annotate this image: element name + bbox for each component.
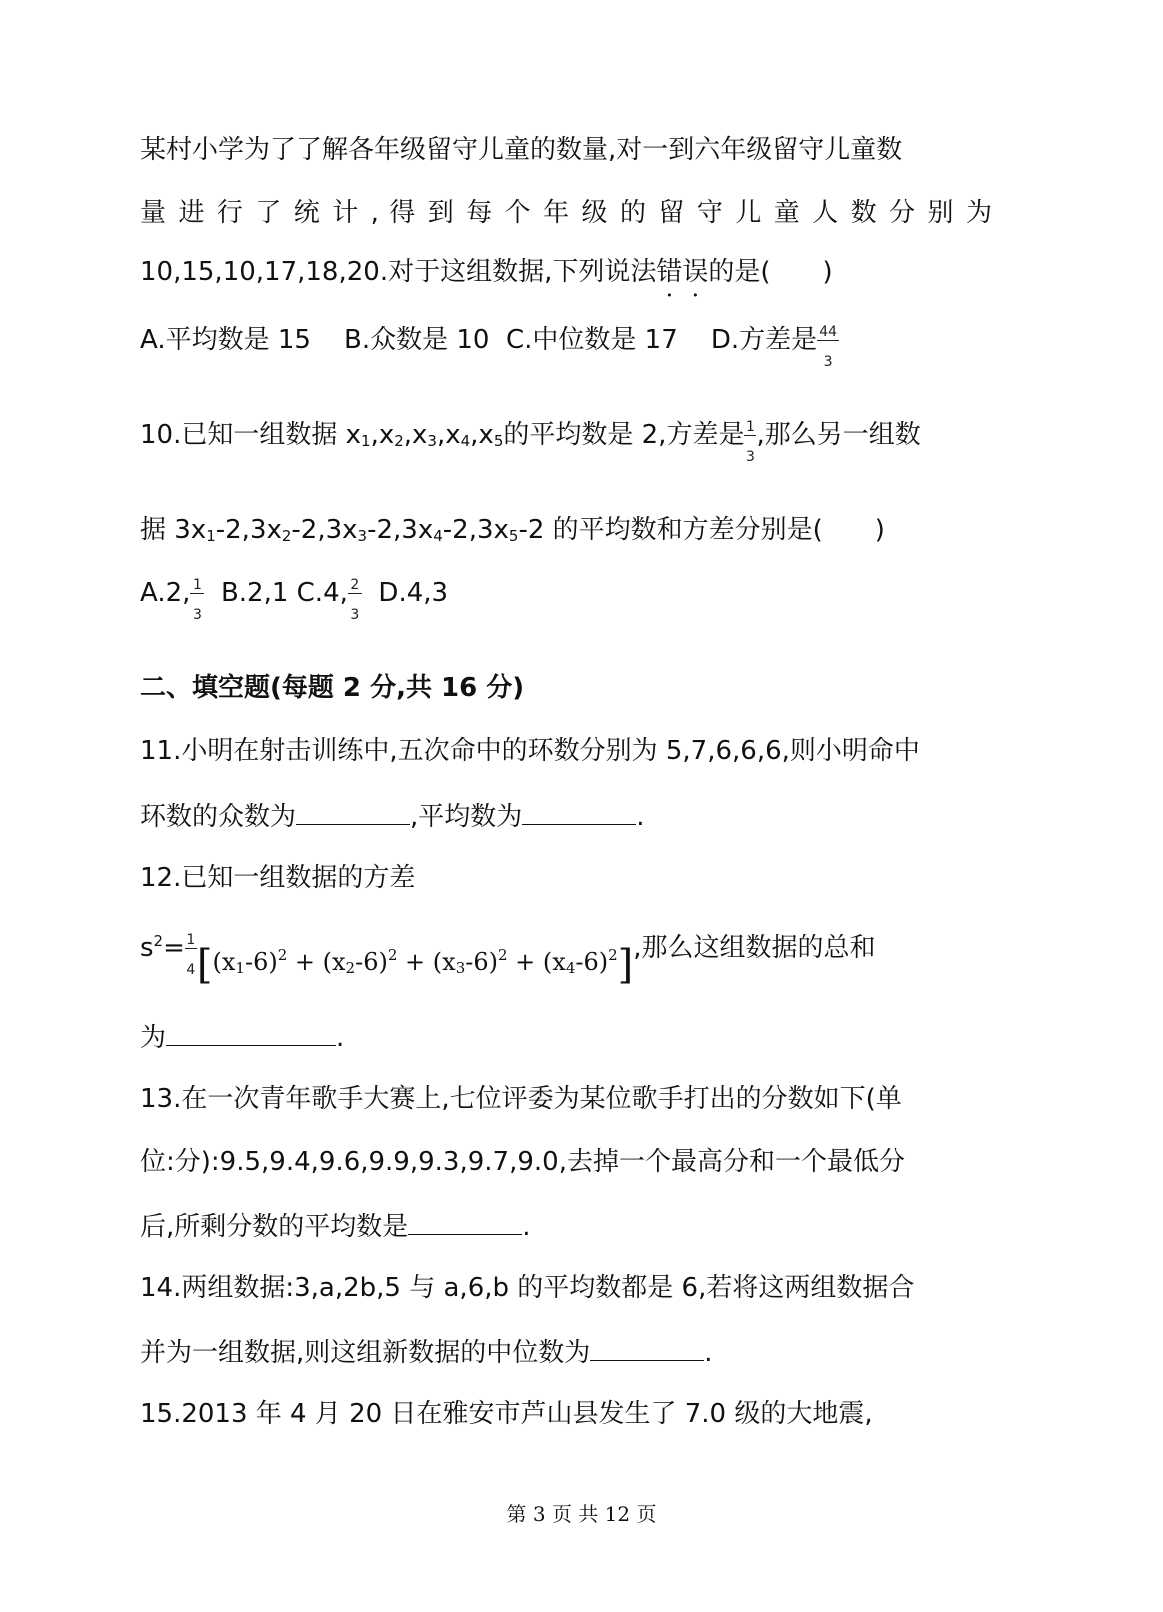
emphasis-char: 误 <box>682 257 709 287</box>
q13-line1: 13.在一次青年歌手大赛上,七位评委为某位歌手打出的分数如下(单 <box>140 1084 902 1114</box>
q12-text: . <box>336 1023 345 1053</box>
page-number: 第 3 页 共 12 页 <box>506 1502 657 1526</box>
q12-text: ,那么这组数据的总和 <box>633 933 876 963</box>
denominator: 3 <box>745 449 755 465</box>
q13-line2: 位:分):9.5,9.4,9.6,9.9,9.3,9.7,9.0,去掉一个最高分和一个最低分 <box>140 1147 905 1177</box>
fraction <box>190 577 204 623</box>
fraction <box>348 577 362 623</box>
q11-line1: 11.小明在射击训练中,五次命中的环数分别为 5,7,6,6,6,则小明命中 <box>140 736 920 766</box>
q14-text: . <box>704 1338 713 1368</box>
q15-line1: 15.2013 年 4 月 20 日在雅安市芦山县发生了 7.0 级的大地震, <box>140 1399 873 1429</box>
q9-option-c: C.中位数是 17 <box>506 325 678 355</box>
fraction <box>185 932 197 978</box>
q11-line2 <box>140 798 992 834</box>
q10-text: 据 3x <box>140 515 207 545</box>
numerator: 2 <box>348 577 362 594</box>
q10-option-a: A.2, <box>140 578 191 608</box>
fraction <box>744 419 756 465</box>
variance-formula: $[(x_1-6)^2 + (x_2-6)^2 + (x_3-6)^2 + (x_4-6)^2]$ <box>196 942 634 988</box>
fraction <box>817 324 839 370</box>
denominator: 3 <box>350 607 360 623</box>
q12-line1: 12.已知一组数据的方差 <box>140 863 416 893</box>
formula-s: s <box>140 933 154 963</box>
numerator: 1 <box>745 419 755 435</box>
answer-blank[interactable] <box>522 798 636 825</box>
numerator: 1 <box>186 932 196 948</box>
q9-line2: 量 进 行 了 统 计 , 得 到 每 个 年 级 的 留 守 儿 童 人 数 分 别 为 <box>140 198 992 228</box>
q9-text: 10,15,10,17,18,20.对于这组数据,下列说法 <box>140 257 657 287</box>
q14-line2 <box>140 1334 992 1370</box>
q12-text: 为 <box>140 1023 167 1053</box>
q12-formula-line: $s^2=$ $\frac{1}{4}$ $[(x_1-6)^2 + (x_2-6)^2 + (x_3-6)^2 + (x_4-6)^2]$,那么这组数据的总和 <box>140 932 876 988</box>
answer-blank[interactable] <box>166 1019 336 1046</box>
answer-blank[interactable] <box>590 1334 704 1361</box>
q9-options <box>140 323 992 370</box>
denominator: 3 <box>192 607 202 623</box>
q11-text: ,平均数为 <box>410 802 523 832</box>
q9-option-a: A.平均数是 15 <box>140 325 311 355</box>
q10-text: 10.已知一组数据 x <box>140 420 362 450</box>
denominator: 4 <box>186 962 196 978</box>
denominator: 3 <box>823 354 833 370</box>
q9-line3 <box>140 255 992 289</box>
q9-option-b: B.众数是 10 <box>344 325 490 355</box>
q10-text: 的平均数是 2,方差是 <box>503 420 745 450</box>
answer-blank[interactable] <box>408 1208 522 1235</box>
q10-line1: 10.已知一组数据 $x_1,x_2,x_3,x_4,x_5$的平均数是 2,方差是 $\frac{1}{3}$ ,那么另一组数 <box>140 419 921 465</box>
q10-options <box>140 576 992 623</box>
q10-text: ,那么另一组数 <box>756 420 921 450</box>
q10-text: 的平均数和方差分别是( ) <box>552 515 885 545</box>
formula-eq: = <box>163 933 185 963</box>
q9-line1: 某村小学为了了解各年级留守儿童的数量,对一到六年级留守儿童数 <box>140 135 903 165</box>
q11-text: . <box>636 802 645 832</box>
q10-option-c: C.4, <box>296 578 348 608</box>
q13-text: . <box>522 1212 531 1242</box>
q11-text: 环数的众数为 <box>140 802 297 832</box>
numerator: 1 <box>190 577 204 594</box>
q10-option-b: B.2,1 <box>220 578 289 608</box>
q10-option-d: D.4,3 <box>378 578 449 608</box>
q12-line3 <box>140 1019 992 1055</box>
section-heading: 二、填空题(每题 2 分,共 16 分) <box>140 673 525 703</box>
q9-text: 的是( ) <box>708 257 833 287</box>
answer-blank[interactable] <box>296 798 410 825</box>
q9-option-d: D.方差是 <box>710 325 818 355</box>
q14-line1: 14.两组数据:3,a,2b,5 与 a,6,b 的平均数都是 6,若将这两组数据合 <box>140 1273 915 1303</box>
q13-line3 <box>140 1208 992 1244</box>
q13-text: 后,所剩分数的平均数是 <box>140 1212 409 1242</box>
numerator: 44 <box>817 324 839 341</box>
q14-text: 并为一组数据,则这组新数据的中位数为 <box>140 1338 591 1368</box>
emphasis-char: 错 <box>656 257 683 287</box>
q10-line2: 据 $3x_1-2,3x_2-2,3x_3-2,3x_4-2,3x_5-2$ 的平均数和方差分别是( ) <box>140 515 885 545</box>
